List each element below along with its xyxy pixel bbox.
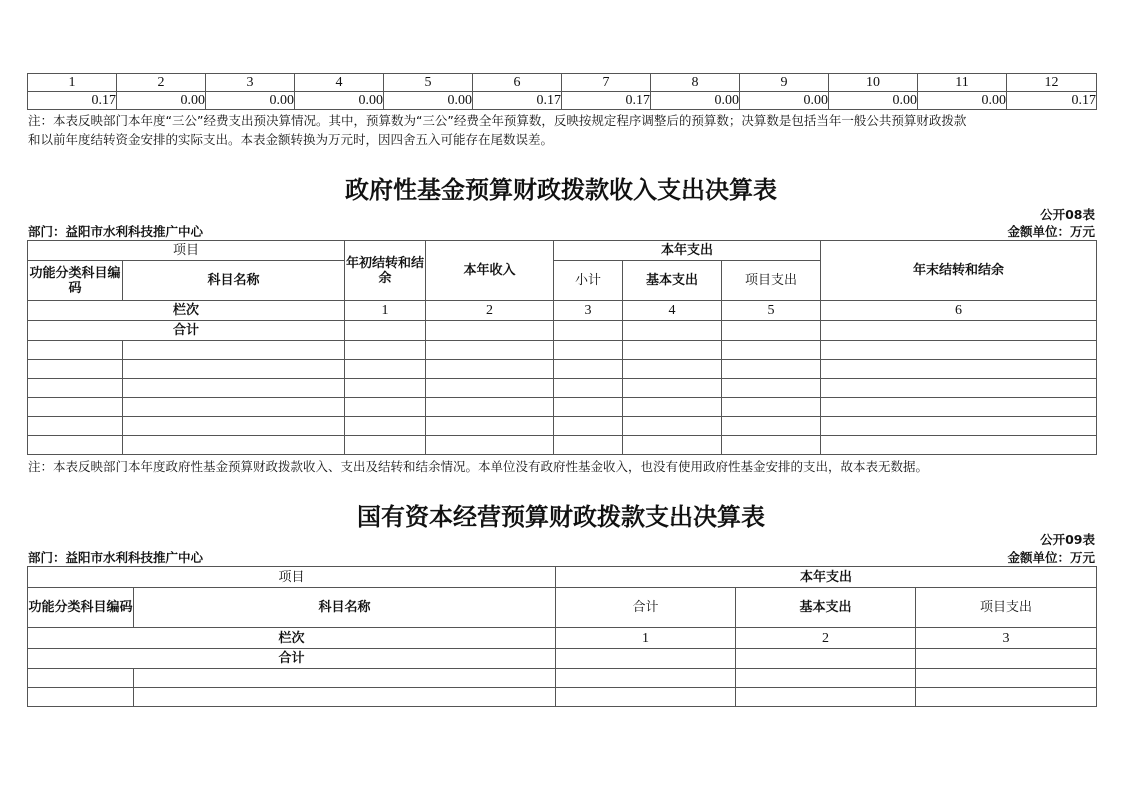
sangong-col-header: 6 xyxy=(473,74,562,92)
state-capital-header-row2 xyxy=(28,588,1097,628)
state-capital-h-expense: 本年支出 xyxy=(556,567,1097,588)
state-capital-total-row xyxy=(28,649,1097,669)
gov-fund-h-basic: 基本支出 xyxy=(623,261,722,301)
table-row xyxy=(28,669,1097,688)
gov-fund-col-num: 6 xyxy=(821,301,1097,321)
state-capital-title: 国有资本经营预算财政拨款支出决算表 xyxy=(357,503,765,531)
gov-fund-h-expense: 本年支出 xyxy=(554,241,821,261)
sangong-value: 0.00 xyxy=(384,92,473,110)
state-capital-row-col-label: 栏次 xyxy=(28,628,556,649)
gov-fund-col-num: 1 xyxy=(345,301,426,321)
state-capital-h-project: 项目支出 xyxy=(916,588,1097,628)
sangong-note-line2: 和以前年度结转资金安排的实际支出。本表金额转换为万元时，因四舍五入可能存在尾数误差。 xyxy=(28,132,554,147)
state-capital-unit: 金额单位：万元 xyxy=(1007,550,1095,565)
state-capital-h-subject-name: 科目名称 xyxy=(134,588,556,628)
gov-fund-unit: 金额单位：万元 xyxy=(1007,224,1095,239)
gov-fund-h-subtotal: 小计 xyxy=(554,261,623,301)
gov-fund-h-subject-name: 科目名称 xyxy=(123,261,345,301)
gov-fund-h-begin: 年初结转和结余 xyxy=(345,241,426,301)
sangong-value: 0.00 xyxy=(651,92,740,110)
gov-fund-note: 注：本表反映部门本年度政府性基金预算财政拨款收入、支出及结转和结余情况。本单位没有政府性基金收入，也没有使用政府性基金安排的支出，故本表无数据。 xyxy=(28,459,929,474)
table-row xyxy=(28,436,1097,455)
gov-fund-col-num: 5 xyxy=(722,301,821,321)
sangong-value: 0.00 xyxy=(918,92,1007,110)
gov-fund-col-num: 3 xyxy=(554,301,623,321)
sangong-header-row xyxy=(28,74,1097,92)
gov-fund-total-label: 合计 xyxy=(28,321,345,341)
state-capital-code: 公开09表 xyxy=(1040,532,1095,547)
gov-fund-h-income: 本年收入 xyxy=(426,241,554,301)
state-capital-total-label: 合计 xyxy=(28,649,556,669)
table-cell xyxy=(916,649,1097,669)
sangong-col-header: 3 xyxy=(206,74,295,92)
sangong-value: 0.00 xyxy=(295,92,384,110)
sangong-value: 0.17 xyxy=(28,92,117,110)
state-capital-col-num: 2 xyxy=(736,628,916,649)
gov-fund-h-item: 项目 xyxy=(28,241,345,261)
table-row xyxy=(28,398,1097,417)
sangong-value: 0.17 xyxy=(562,92,651,110)
state-capital-h-func-code: 功能分类科目编码 xyxy=(28,588,134,628)
state-capital-dept: 部门：益阳市水利科技推广中心 xyxy=(28,550,204,565)
gov-fund-col-num: 4 xyxy=(623,301,722,321)
sangong-value: 0.17 xyxy=(1007,92,1097,110)
sangong-value: 0.00 xyxy=(117,92,206,110)
table-cell xyxy=(556,649,736,669)
gov-fund-header-row1 xyxy=(28,241,1097,261)
state-capital-h-basic: 基本支出 xyxy=(736,588,916,628)
state-capital-col-num: 3 xyxy=(916,628,1097,649)
table-row xyxy=(28,360,1097,379)
state-capital-col-num-row xyxy=(28,628,1097,649)
sangong-value: 0.17 xyxy=(473,92,562,110)
sangong-col-header: 8 xyxy=(651,74,740,92)
sangong-table xyxy=(27,73,1097,110)
table-row xyxy=(28,417,1097,436)
sangong-col-header: 7 xyxy=(562,74,651,92)
gov-fund-dept: 部门：益阳市水利科技推广中心 xyxy=(28,224,204,239)
gov-fund-h-end: 年末结转和结余 xyxy=(821,241,1097,301)
state-capital-header-row1 xyxy=(28,567,1097,588)
table-cell xyxy=(554,321,623,341)
state-capital-table xyxy=(27,566,1097,707)
gov-fund-total-row xyxy=(28,321,1097,341)
table-cell xyxy=(722,321,821,341)
table-cell xyxy=(426,321,554,341)
gov-fund-col-num: 2 xyxy=(426,301,554,321)
state-capital-col-num: 1 xyxy=(556,628,736,649)
table-row xyxy=(28,341,1097,360)
sangong-col-header: 2 xyxy=(117,74,206,92)
sangong-col-header: 1 xyxy=(28,74,117,92)
table-cell xyxy=(623,321,722,341)
sangong-col-header: 5 xyxy=(384,74,473,92)
table-cell xyxy=(736,649,916,669)
gov-fund-h-project: 项目支出 xyxy=(722,261,821,301)
gov-fund-row-col-label: 栏次 xyxy=(28,301,345,321)
sangong-col-header: 12 xyxy=(1007,74,1097,92)
table-cell xyxy=(821,321,1097,341)
gov-fund-code: 公开08表 xyxy=(1040,207,1095,222)
sangong-col-header: 10 xyxy=(829,74,918,92)
gov-fund-table xyxy=(27,240,1097,455)
sangong-col-header: 4 xyxy=(295,74,384,92)
sangong-note-line1: 注：本表反映部门本年度“三公”经费支出预决算情况。其中，预算数为“三公”经费全年预算数，反映按规定程序调整后的预算数；决算数是包括当年一般公共预算财政拨款 xyxy=(28,113,967,128)
sangong-value: 0.00 xyxy=(829,92,918,110)
state-capital-h-total: 合计 xyxy=(556,588,736,628)
gov-fund-col-num-row xyxy=(28,301,1097,321)
sangong-col-header: 11 xyxy=(918,74,1007,92)
gov-fund-title: 政府性基金预算财政拨款收入支出决算表 xyxy=(345,176,777,204)
sangong-value: 0.00 xyxy=(740,92,829,110)
sangong-col-header: 9 xyxy=(740,74,829,92)
table-row xyxy=(28,379,1097,398)
table-row xyxy=(28,688,1097,707)
table-cell xyxy=(345,321,426,341)
state-capital-h-item: 项目 xyxy=(28,567,556,588)
sangong-value-row xyxy=(28,92,1097,110)
gov-fund-h-func-code: 功能分类科目编码 xyxy=(28,261,123,301)
sangong-value: 0.00 xyxy=(206,92,295,110)
